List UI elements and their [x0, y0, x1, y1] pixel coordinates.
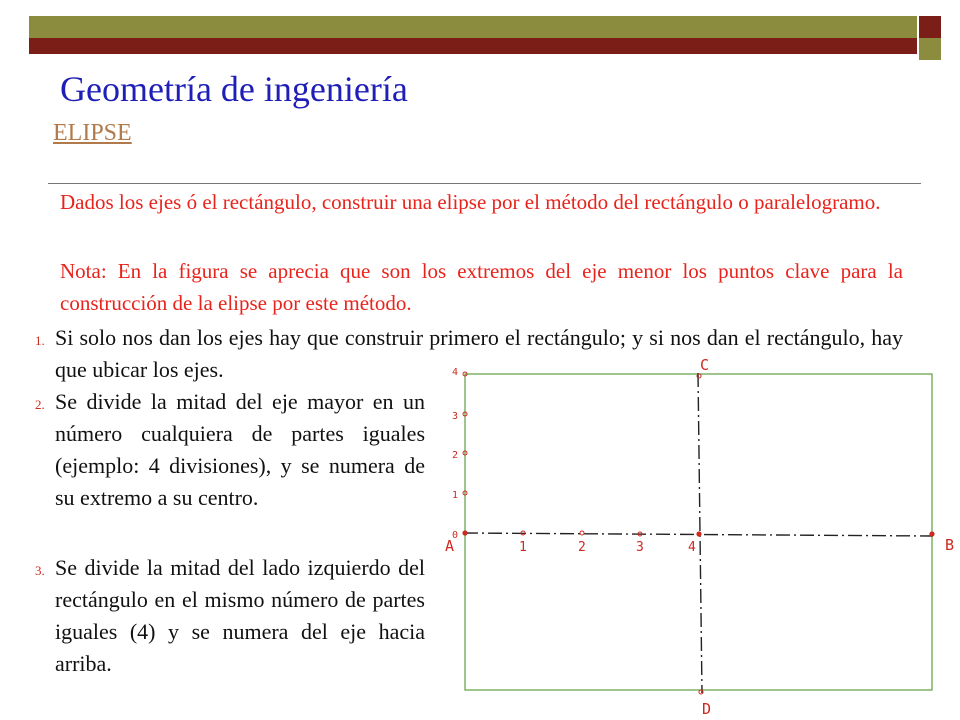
- point-center: [696, 531, 701, 536]
- label-side-0: 0: [452, 530, 459, 541]
- label-axis-3: 3: [636, 540, 644, 555]
- label-side-2: 2: [452, 450, 459, 461]
- step-text: Se divide la mitad del lado izquierdo del rectángulo en el mismo número de partes iguales (4) y se numera del eje hacia arriba.: [55, 555, 425, 676]
- header-bar-olive: [29, 16, 917, 38]
- step-text: Si solo nos dan los ejes hay que construir primero el rectángulo; y si nos dan el rectángulo, hay que ubicar los ejes.: [55, 325, 903, 382]
- header-bar-maroon: [29, 38, 917, 54]
- divider-line: [48, 183, 921, 184]
- point-a: [462, 530, 467, 535]
- ellipse-construction-diagram: [440, 352, 960, 720]
- corner-square-maroon: [919, 16, 941, 38]
- label-side-4: 4: [452, 367, 459, 378]
- label-axis-1: 1: [519, 540, 527, 555]
- step-number: 1.: [35, 333, 45, 348]
- label-axis-4: 4: [688, 540, 696, 555]
- label-side-3: 3: [452, 411, 459, 422]
- corner-square-olive: [919, 38, 941, 60]
- page-title: Geometría de ingeniería: [60, 69, 408, 109]
- step-text: Se divide la mitad del eje mayor en un número cualquiera de partes iguales (ejemplo: 4 divisiones), y se numera de su extremo a su centro.: [55, 389, 425, 510]
- label-d: D: [702, 700, 712, 718]
- label-b: B: [945, 536, 955, 554]
- step-number: 2.: [35, 397, 45, 412]
- label-axis-2: 2: [578, 540, 586, 555]
- step-number: 3.: [35, 563, 45, 578]
- label-a: A: [445, 537, 455, 555]
- intro-paragraph: Dados los ejes ó el rectángulo, construir una elipse por el método del rectángulo o paralelogramo.: [60, 190, 881, 214]
- section-subtitle-link[interactable]: ELIPSE: [53, 120, 132, 146]
- point-axis-2: [580, 531, 584, 535]
- point-b: [929, 531, 934, 536]
- label-side-1: 1: [452, 490, 459, 501]
- label-c: C: [700, 356, 710, 374]
- note-paragraph: Nota: En la figura se aprecia que son los extremos del eje menor los puntos clave para la construcción de la elipse por este método.: [60, 259, 903, 315]
